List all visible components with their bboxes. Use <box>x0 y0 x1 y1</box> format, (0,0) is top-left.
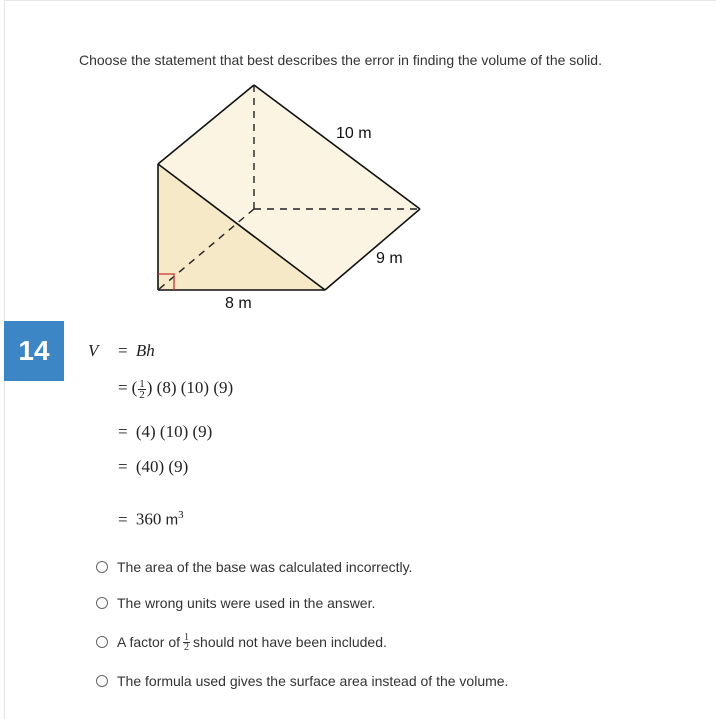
choice-label-pre: A factor of <box>117 634 181 650</box>
equals-sign: = <box>118 341 128 360</box>
work-line-1-rhs <box>118 341 155 361</box>
radio-button[interactable] <box>96 561 108 573</box>
result-exponent: 3 <box>178 509 184 521</box>
work-line-5 <box>118 509 184 530</box>
one-half-fraction <box>138 379 146 400</box>
volume-symbol: V <box>88 341 99 360</box>
choice-label: The area of the base was calculated incorrectly. <box>117 559 413 575</box>
choice-label <box>117 633 387 652</box>
depth-length-label: 9 m <box>376 250 403 267</box>
work-line-4 <box>118 457 188 477</box>
slant-length-label: 10 m <box>336 125 372 142</box>
work-line-1 <box>88 341 98 361</box>
top-divider <box>4 0 716 1</box>
equals-sign: = <box>118 457 128 476</box>
question-number-badge: 14 <box>4 321 64 381</box>
open-paren: ( <box>131 378 138 397</box>
fraction-denominator: 2 <box>139 388 145 401</box>
line-4-factors: (40) (9) <box>135 457 189 476</box>
triangular-prism-figure <box>140 78 440 318</box>
formula-bh: Bh <box>135 341 155 360</box>
question-prompt: Choose the statement that best describes the error in finding the volume of the solid. <box>79 52 602 68</box>
choice-label: The wrong units were used in the answer. <box>117 595 376 611</box>
answer-choice-b[interactable] <box>96 592 375 614</box>
result-unit: m <box>165 511 179 529</box>
equals-sign: = <box>118 378 128 397</box>
one-half-fraction <box>183 633 190 652</box>
radio-button[interactable] <box>96 597 108 609</box>
choice-label-post: should not have been included. <box>193 634 387 650</box>
radio-button[interactable] <box>96 636 108 648</box>
result-value: 360 <box>135 509 162 529</box>
equals-sign: = <box>118 509 128 529</box>
radio-button[interactable] <box>96 675 108 687</box>
choice-label: The formula used gives the surface area instead of the volume. <box>117 673 509 689</box>
fraction-numerator: 1 <box>184 631 190 643</box>
answer-choice-d[interactable] <box>96 670 508 692</box>
line-3-factors: (4) (10) (9) <box>135 422 213 441</box>
answer-choice-a[interactable] <box>96 556 412 578</box>
fraction-denominator: 2 <box>184 641 190 653</box>
prism-drawing <box>140 78 440 318</box>
line-2-factors: ) (8) (10) (9) <box>146 378 234 397</box>
work-line-2 <box>118 378 233 400</box>
equals-sign: = <box>118 422 128 441</box>
work-line-3 <box>118 422 212 442</box>
base-length-label: 8 m <box>225 295 252 312</box>
fraction-numerator: 1 <box>139 377 145 390</box>
answer-choice-c[interactable] <box>96 631 387 653</box>
